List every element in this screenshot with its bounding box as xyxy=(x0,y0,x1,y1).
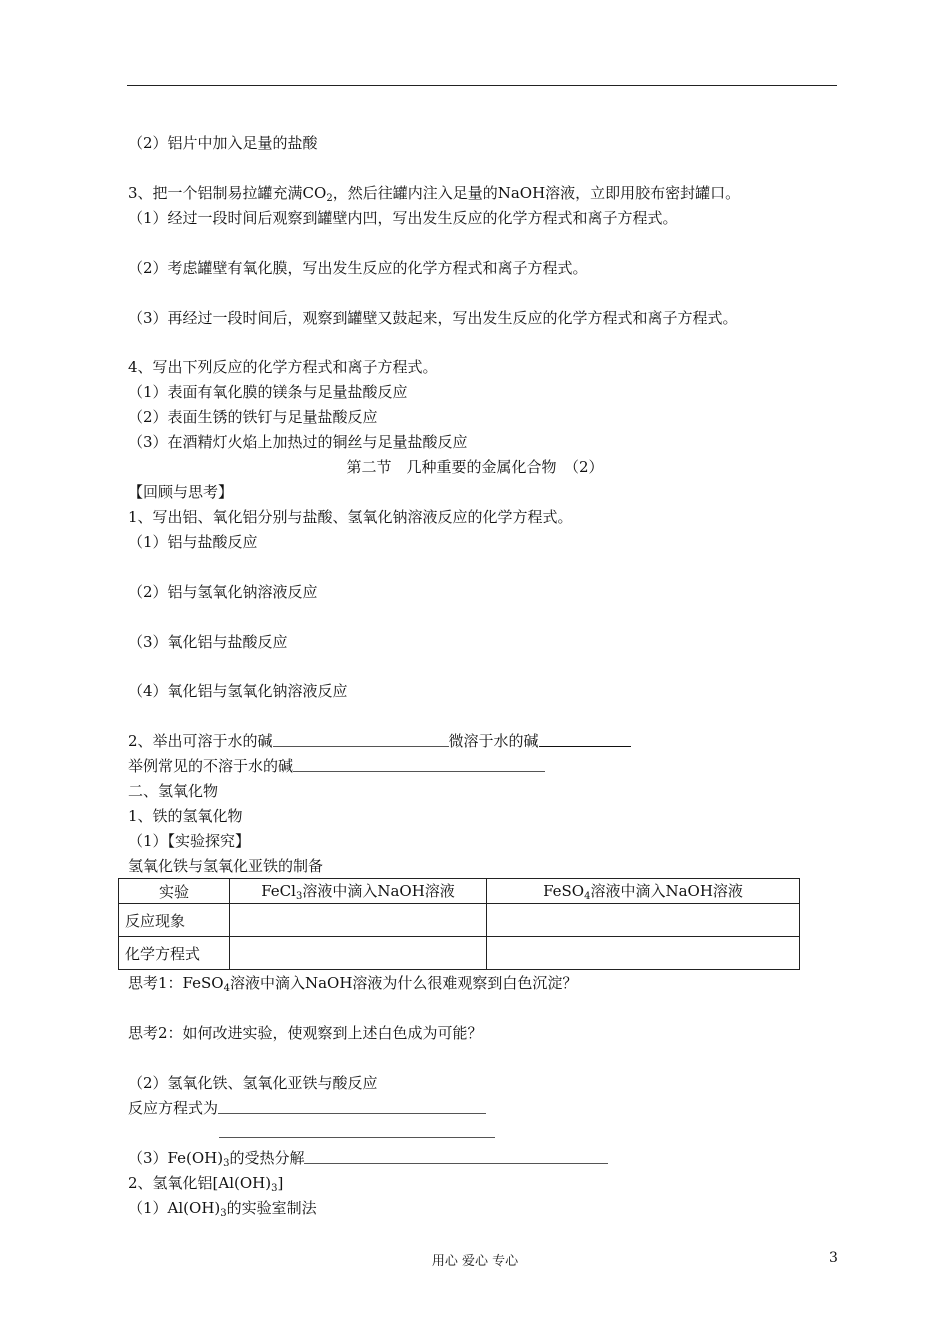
experiment-heading: （1）【实验探究】 xyxy=(128,832,251,850)
review-part-1: （1）铝与盐酸反应 xyxy=(128,533,258,551)
question-3-part-1: （1）经过一段时间后观察到罐壁内凹，写出发生反应的化学方程式和离子方程式。 xyxy=(128,209,678,227)
section-title: 第二节 几种重要的金属化合物 （2） xyxy=(346,458,604,476)
table-cell[interactable] xyxy=(230,937,487,970)
experiment-table xyxy=(118,878,800,970)
lab-preparation-heading: $(1)Al(OH)_3$的实验室制法 xyxy=(128,1199,317,1219)
answer-blank[interactable] xyxy=(293,756,545,772)
table-cell[interactable] xyxy=(487,904,800,937)
review-part-3: （3）氧化铝与盐酸反应 xyxy=(128,633,288,651)
think-question-1: 思考1：FeSO$_4$溶液中滴入NaOH溶液为什么很难观察到白色沉淀？ xyxy=(128,974,578,994)
page-number: 3 xyxy=(829,1250,838,1266)
answer-blank[interactable] xyxy=(304,1148,608,1164)
preparation-caption: 氢氧化铁与氢氧化亚铁的制备 xyxy=(128,857,324,875)
question-4-part-1: （1）表面有氧化膜的镁条与足量盐酸反应 xyxy=(128,383,408,401)
answer-blank[interactable] xyxy=(273,731,449,747)
review-question-2: 2、举出可溶于水的碱 微溶于水的碱 xyxy=(128,731,631,751)
review-part-4: （4）氧化铝与氢氧化钠溶液反应 xyxy=(128,682,348,700)
aluminum-hydroxide-heading: 2、氢氧化铝$[Al(OH)_3]$ xyxy=(128,1174,284,1194)
table-cell[interactable] xyxy=(230,904,487,937)
think-question-2: 思考2：如何改进实验，使观察到上述白色成为可能？ xyxy=(128,1024,483,1042)
hydroxide-acid-heading: （2）氢氧化铁、氢氧化亚铁与酸反应 xyxy=(128,1074,378,1092)
decomposition-line: $(3)Fe(OH)_3$的受热分解 xyxy=(128,1148,608,1174)
table-cell[interactable] xyxy=(487,937,800,970)
table-row xyxy=(119,904,800,937)
question-3-part-2: （2）考虑罐壁有氧化膜，写出发生反应的化学方程式和离子方程式。 xyxy=(128,259,588,277)
review-question-1: 1、写出铝、氧化铝分别与盐酸、氢氧化钠溶液反应的化学方程式。 xyxy=(128,508,573,526)
header-rule xyxy=(127,85,837,86)
row-label-equation: 化学方程式 xyxy=(119,937,230,970)
iron-hydroxide-heading: 1、铁的氢氧化物 xyxy=(128,807,243,825)
line-aluminum-hcl: （2）铝片中加入足量的盐酸 xyxy=(128,134,318,152)
table-header-feso4: FeSO$_4$溶液中滴入NaOH溶液 xyxy=(487,879,800,904)
answer-blank[interactable] xyxy=(219,1122,495,1138)
table-row xyxy=(119,937,800,970)
equation-line: 反应方程式为 xyxy=(128,1098,486,1118)
review-heading: 【回顾与思考】 xyxy=(128,483,234,501)
table-row xyxy=(119,879,800,904)
insoluble-base-line: 举例常见的不溶于水的碱 xyxy=(128,756,545,776)
review-part-2: （2）铝与氢氧化钠溶液反应 xyxy=(128,583,318,601)
question-3: 3、把一个铝制易拉罐充满$CO_2$，然后往罐内注入足量的NaOH溶液，立即用胶布密封罐口。 xyxy=(128,184,741,204)
hydroxide-heading: 二、氢氧化物 xyxy=(128,782,219,800)
table-header-experiment: 实验 xyxy=(119,879,230,904)
footer-motto: 用心 爱心 专心 xyxy=(431,1254,519,1269)
equation-line-2 xyxy=(219,1122,495,1142)
answer-blank[interactable] xyxy=(539,731,631,747)
question-4-part-3: （3）在酒精灯火焰上加热过的铜丝与足量盐酸反应 xyxy=(128,433,468,451)
row-label-phenomenon: 反应现象 xyxy=(119,904,230,937)
question-3-part-3: （3）再经过一段时间后，观察到罐壁又鼓起来，写出发生反应的化学方程式和离子方程式。 xyxy=(128,309,738,327)
question-4-part-2: （2）表面生锈的铁钉与足量盐酸反应 xyxy=(128,408,378,426)
table-header-fecl3: FeCl$_3$溶液中滴入NaOH溶液 xyxy=(230,879,487,904)
question-4: 4、写出下列反应的化学方程式和离子方程式。 xyxy=(128,358,438,376)
answer-blank[interactable] xyxy=(218,1098,486,1114)
